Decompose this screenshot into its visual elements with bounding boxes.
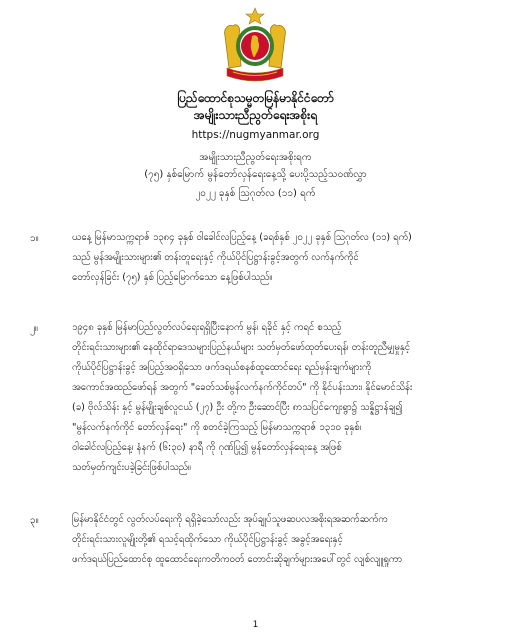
paragraph-text: ယနေ့ မြန်မာသက္ကရာဇ် ၁၃၈၄ ခုနှစ် ဝါခေါင်လပြည့်နေ့ (ခရစ်နှစ် ၂၀၂၂ ခုနှစ် ဩဂုတ်လ (၁၁) ရက်) သည် မွန်အမျိုးသားများ၏ တန်းတူရေးနှင့် ကိုယ်ပိုင်ပြဋ္ဌာန်းခွင့်အတွက် လက်နက်ကိုင် တော်လှန်ခြင်း (၇၅) နှစ် ပြည့်မြောက်သော နေ့ဖြစ်ပါသည်။ <box>72 232 412 283</box>
paragraph-number: ၃။ <box>30 515 39 526</box>
paragraph-number: ၁။ <box>30 233 39 244</box>
paragraph-text: မြန်မာနိုင်ငံတွင် လွတ်လပ်ရေးကို ရရှိခဲ့သော်လည်း အုပ်ချုပ်သူဖဆပလအစိုးရအဆက်ဆက်က တိုင်းရင်းသားလူမျိုးတို့၏ ရသင့်ရထိုက်သော ကိုယ်ပိုင်ပြဋ္ဌာန်းခွင့် အခွင့်အရေးနှင့် ဖက်ဒရယ်ပြည်ထောင်စု ထူထောင်ရေးကတိကဝတ် တောင်းဆိုချက်များအပေါ်တွင် လျစ်လျူရှုကာ <box>72 514 403 565</box>
paragraph-text: ၁၉၄၈ ခုနှစ် မြန်မာပြည်လွတ်လပ်ရေးရရှိပြီးနောက် မွန်၊ ရခိုင် နှင့် ကရင် စသည့် တိုင်းရင်းသားများ၏ နေထိုင်ရာဒေသများပြည်နယ်များ သတ်မှတ်ဖော်ထုတ်ပေးရန်၊ တန်းတူညီမျှမှုနှင့် ကိုယ်ပိုင်ပြဋ္ဌာန်းခွင့် အပြည့်အဝရှိသော ဖက်ဒရယ်စနစ်ထူထောင်ရေး ရည်မှန်းချက်များကို အကောင်အထည်ဖော်ရန် အတွက် "ခေတ်သစ်မွန်လက်နက်ကိုင်တပ်" ကို နိုင်ပန်းသား၊ နိုင်မောင်သိန်း (ခ) ဗိုလ်သိန်း နှင့် မွန်မျိုးချစ်လူငယ် (၂၇) ဦး တို့က ဦးဆောင်ပြီး ၈ာသပြင်ကျေးရွာ၌ သန္နိဋ္ဌာန်ချ၍ "မွန်လက်နက်ကိုင် တော်လှန်ရေး" ကို စတင်ခဲ့ကြသည့် မြန်မာသက္ကရာဇ် ၁၃၁၀ ခုနှစ်၊ ဝါခေါင်လပြည့်နေ့၊ နံနက် (၆:၃၀) နာရီ ကို ဂုဏ်ပြု၍ မွန်တော်လှန်ရေးနေ့ အဖြစ် သတ်မှတ်ကျင်းပခဲ့ခြင်းဖြစ်ပါသည်။ <box>72 322 413 473</box>
page-number: 1 <box>252 620 259 630</box>
website-link[interactable]: https://nugmyanmar.org <box>191 129 320 141</box>
paragraph-number: ၂။ <box>30 323 38 334</box>
statement-date: ၂၀၂၂ ခုနှစ် ဩဂုတ်လ (၁၁) ရက် <box>195 188 316 199</box>
occasion-line: (၇၅) နှစ်မြောက် မွန်တော်လှန်ရေးနေ့သို့ ပေးပို့သည့်သဝဏ်လွှာ <box>144 169 367 180</box>
issuer-line: အမျိုးသားညီညွတ်ရေးအစိုးရက <box>199 152 312 163</box>
state-emblem <box>219 6 291 88</box>
government-body-title: အမျိုးသားညီညွတ်ရေးအစိုးရ <box>193 108 318 122</box>
government-title: ပြည်ထောင်စုသမ္မတမြန်မာနိုင်ငံတော် <box>177 91 334 105</box>
